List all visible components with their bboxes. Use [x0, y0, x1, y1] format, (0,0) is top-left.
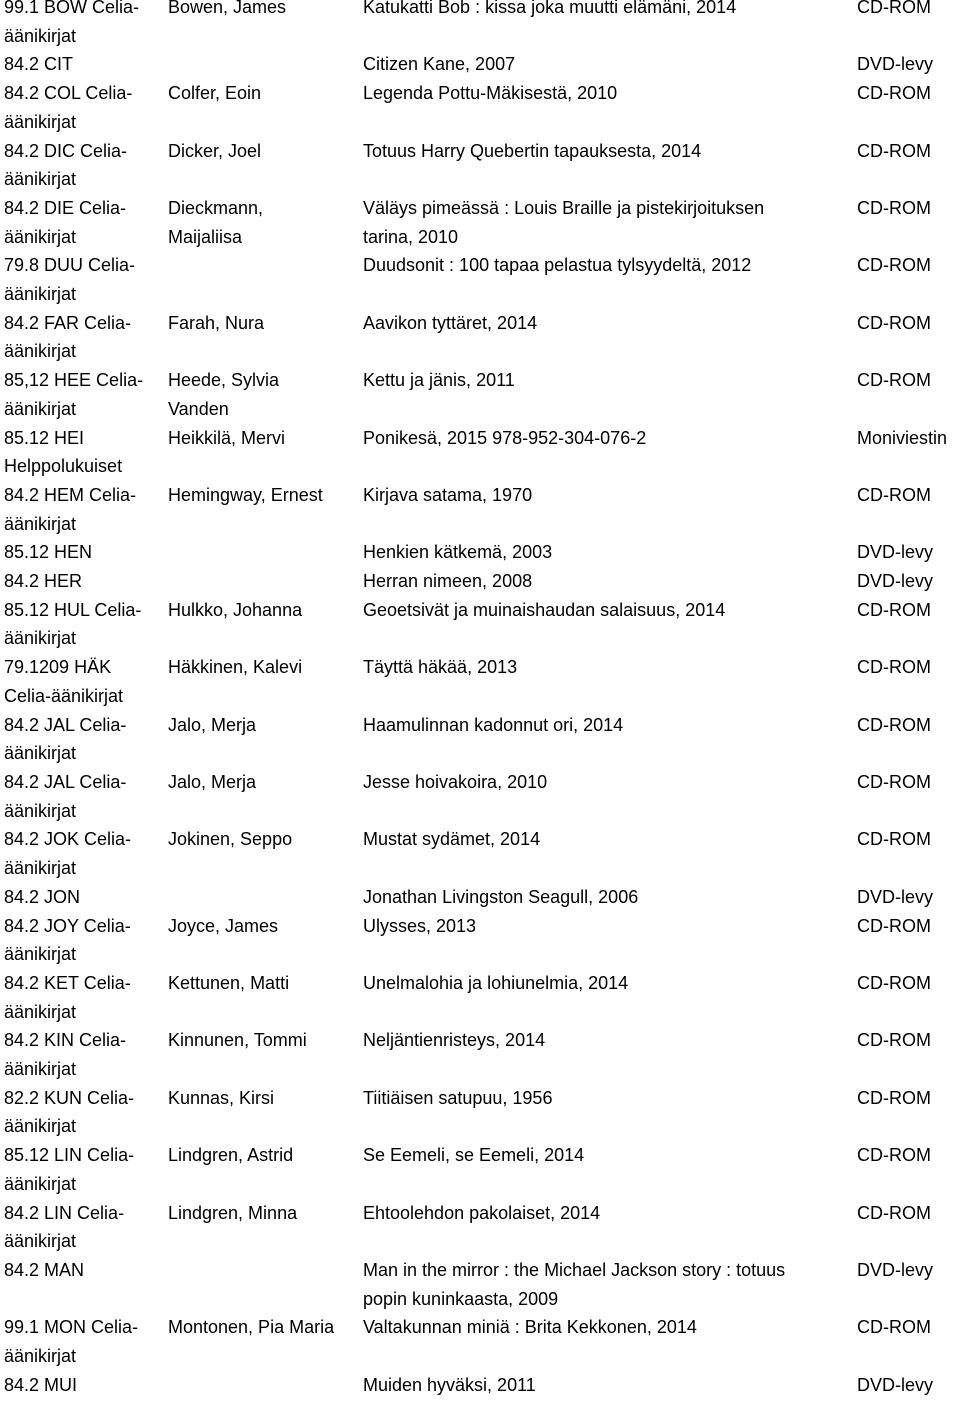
classmark: 84.2 JOK Celia- äänikirjat: [4, 829, 132, 879]
classmark: 84.2 HEM Celia- äänikirjat: [4, 484, 137, 534]
list-item: [4, 1026, 960, 1083]
classmark: 85.12 LIN Celia- äänikirjat: [4, 1145, 135, 1194]
catalog-listing: [4, 0, 960, 1399]
classmark: 84.2 CIT: [4, 54, 74, 75]
classmark: 79.1209 HÄK Celia-äänikirjat: [4, 657, 124, 706]
format: CD-ROM: [857, 829, 931, 850]
format: CD-ROM: [857, 197, 931, 218]
title: Kirjava satama, 1970: [363, 484, 533, 505]
title: Väläys pimeässä : Louis Braille ja pistekirjoituksen tarina, 2010: [363, 197, 765, 247]
format: DVD-levy: [857, 54, 934, 75]
author: Montonen, Pia Maria: [168, 1317, 335, 1338]
list-item: [4, 79, 960, 136]
list-item: [4, 1313, 960, 1370]
format: CD-ROM: [857, 972, 931, 993]
author: Kunnas, Kirsi: [168, 1087, 275, 1108]
list-item: [4, 912, 960, 969]
list-item: [4, 0, 960, 50]
format: DVD-levy: [857, 1259, 934, 1280]
title: Muiden hyväksi, 2011: [363, 1374, 536, 1395]
title: Henkien kätkemä, 2003: [363, 542, 553, 563]
format: DVD-levy: [857, 571, 934, 592]
title: Haamulinnan kadonnut ori, 2014: [363, 714, 624, 735]
format: DVD-levy: [857, 886, 934, 907]
classmark: 99.1 BOW Celia- äänikirjat: [4, 0, 140, 46]
format: CD-ROM: [857, 599, 931, 620]
format: CD-ROM: [857, 255, 931, 276]
title: Citizen Kane, 2007: [363, 54, 516, 75]
author: Häkkinen, Kalevi: [168, 657, 303, 678]
classmark: 84.2 DIC Celia- äänikirjat: [4, 140, 128, 190]
author: Lindgren, Minna: [168, 1202, 298, 1223]
list-item: [4, 883, 960, 912]
title: Jesse hoivakoira, 2010: [363, 771, 548, 792]
classmark: 84.2 COL Celia- äänikirjat: [4, 83, 133, 132]
author: Jalo, Merja: [168, 714, 257, 735]
classmark: 84.2 JOY Celia- äänikirjat: [4, 915, 131, 965]
classmark: 84.2 LIN Celia- äänikirjat: [4, 1202, 125, 1252]
list-item: [4, 825, 960, 882]
title: Totuus Harry Quebertin tapauksesta, 2014: [363, 140, 702, 161]
title: Unelmalohia ja lohiunelmia, 2014: [363, 972, 629, 993]
classmark: 84.2 HER: [4, 571, 83, 592]
list-item: [4, 567, 960, 596]
format: CD-ROM: [857, 771, 931, 792]
list-item: [4, 309, 960, 366]
classmark: 84.2 DIE Celia- äänikirjat: [4, 197, 127, 247]
list-item: [4, 194, 960, 251]
classmark: 85.12 HEI Helppolukuiset: [4, 427, 123, 477]
list-item: [4, 424, 960, 481]
list-item: [4, 481, 960, 538]
list-item: [4, 711, 960, 768]
classmark: 84.2 JON: [4, 886, 81, 907]
title: Jonathan Livingston Seagull, 2006: [363, 886, 639, 907]
format: Moniviestin: [857, 427, 948, 448]
format: CD-ROM: [857, 1145, 931, 1166]
classmark: 84.2 KET Celia- äänikirjat: [4, 972, 131, 1022]
title: Tiitiäisen satupuu, 1956: [363, 1087, 553, 1108]
author: Colfer, Eoin: [168, 83, 262, 104]
list-item: [4, 653, 960, 710]
title: Geoetsivät ja muinaishaudan salaisuus, 2014: [363, 599, 726, 620]
title: Mustat sydämet, 2014: [363, 829, 541, 850]
title: Duudsonit : 100 tapaa pelastua tylsyydeltä, 2012: [363, 255, 752, 276]
format: CD-ROM: [857, 0, 931, 17]
list-item: [4, 538, 960, 567]
classmark: 85.12 HEN: [4, 542, 93, 563]
format: DVD-levy: [857, 1374, 934, 1395]
format: DVD-levy: [857, 542, 934, 563]
list-item: [4, 969, 960, 1026]
list-item: [4, 596, 960, 653]
list-item: [4, 1084, 960, 1141]
list-item: [4, 366, 960, 423]
author: Hulkko, Johanna: [168, 599, 303, 620]
author: Kinnunen, Tommi: [168, 1030, 307, 1051]
classmark: 84.2 KIN Celia- äänikirjat: [4, 1030, 127, 1080]
list-item: [4, 1256, 960, 1313]
author: Dieckmann, Maijaliisa: [168, 197, 264, 247]
author: Bowen, James: [168, 0, 287, 17]
format: CD-ROM: [857, 1030, 931, 1051]
format: CD-ROM: [857, 657, 931, 678]
format: CD-ROM: [857, 1317, 931, 1338]
list-item: [4, 1199, 960, 1256]
list-item: [4, 50, 960, 79]
author: Heikkilä, Mervi: [168, 427, 286, 448]
format: CD-ROM: [857, 140, 931, 161]
classmark: 79.8 DUU Celia- äänikirjat: [4, 255, 136, 305]
title: Katukatti Bob : kissa joka muutti elämäni, 2014: [363, 0, 737, 17]
author: Lindgren, Astrid: [168, 1145, 294, 1166]
format: CD-ROM: [857, 370, 931, 391]
format: CD-ROM: [857, 1202, 931, 1223]
classmark: 99.1 MON Celia- äänikirjat: [4, 1317, 139, 1367]
list-item: [4, 137, 960, 194]
format: CD-ROM: [857, 83, 931, 104]
author: Joyce, James: [168, 915, 279, 936]
title: Kettu ja jänis, 2011: [363, 370, 515, 391]
title: Ponikesä, 2015 978-952-304-076-2: [363, 427, 647, 448]
classmark: 84.2 MAN: [4, 1259, 85, 1280]
format: CD-ROM: [857, 915, 931, 936]
list-item: [4, 768, 960, 825]
author: Jokinen, Seppo: [168, 829, 293, 850]
list-item: [4, 1371, 960, 1400]
classmark: 84.2 FAR Celia- äänikirjat: [4, 312, 132, 362]
title: Herran nimeen, 2008: [363, 571, 533, 592]
classmark: 84.2 MUI: [4, 1374, 78, 1395]
format: CD-ROM: [857, 714, 931, 735]
list-item: [4, 251, 960, 308]
classmark: 82.2 KUN Celia- äänikirjat: [4, 1087, 135, 1137]
format: CD-ROM: [857, 312, 931, 333]
format: CD-ROM: [857, 484, 931, 505]
author: Kettunen, Matti: [168, 972, 290, 993]
format: CD-ROM: [857, 1087, 931, 1108]
classmark: 85,12 HEE Celia- äänikirjat: [4, 370, 144, 419]
title: Legenda Pottu-Mäkisestä, 2010: [363, 83, 618, 104]
title: Man in the mirror : the Michael Jackson story : totuus popin kuninkaasta, 2009: [363, 1259, 786, 1309]
title: Ehtoolehdon pakolaiset, 2014: [363, 1202, 601, 1223]
title: Neljäntienristeys, 2014: [363, 1030, 546, 1051]
title: Aavikon tyttäret, 2014: [363, 312, 538, 333]
classmark: 85.12 HUL Celia- äänikirjat: [4, 599, 142, 649]
title: Se Eemeli, se Eemeli, 2014: [363, 1145, 585, 1166]
author: Hemingway, Ernest: [168, 484, 323, 505]
author: Farah, Nura: [168, 312, 265, 333]
classmark: 84.2 JAL Celia- äänikirjat: [4, 771, 127, 821]
author: Dicker, Joel: [168, 140, 262, 161]
list-item: [4, 1141, 960, 1198]
title: Täyttä häkää, 2013: [363, 657, 518, 678]
author: Heede, Sylvia Vanden: [168, 370, 280, 419]
title: Valtakunnan miniä : Brita Kekkonen, 2014: [363, 1317, 697, 1338]
title: Ulysses, 2013: [363, 915, 477, 936]
classmark: 84.2 JAL Celia- äänikirjat: [4, 714, 127, 764]
author: Jalo, Merja: [168, 771, 257, 792]
